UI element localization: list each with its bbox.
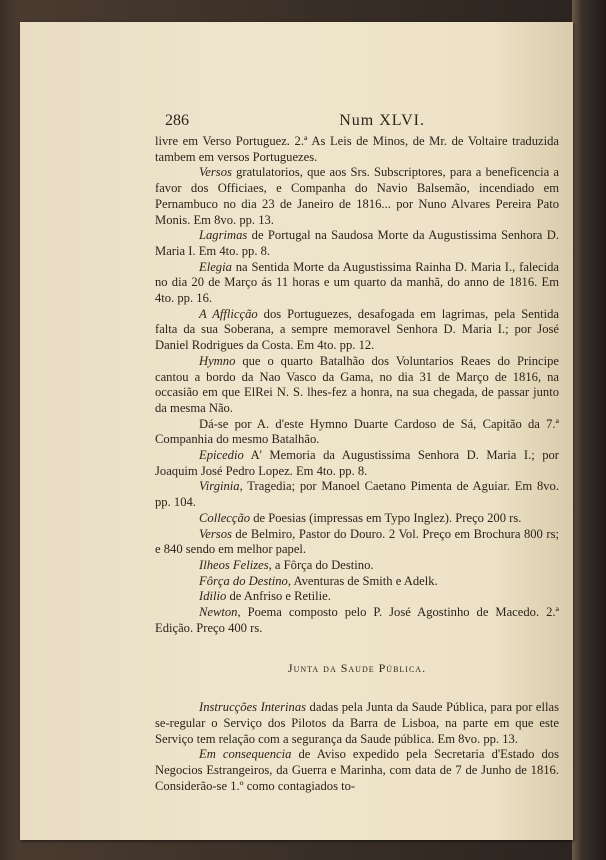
entry: Newton, Poema composto pelo P. José Agostinho de Macedo. 2.ª Edição. Preço 400 rs. bbox=[155, 605, 559, 635]
entry: Em consequencia de Aviso expedido pela Secretaria d'Estado dos Negocios Estrangeiros, da Guerra e Marinha, com data de 7 de Junho de 1816. Considerão-se 1.º como contagiados to- bbox=[155, 747, 559, 793]
entry: A Afflicção dos Portuguezes, desafogada em lagrimas, pela Sentida falta da sua Soberana, a sempre memoravel Senhora D. Maria I.; por José Daniel Rodrigues da Costa. Em 4to. pp. 12. bbox=[155, 306, 559, 353]
entry: Versos gratulatorios, que aos Srs. Subscriptores, para a beneficencia a favor dos Officiaes, e Companha do Navio Balsemão, incendiado em Pernambuco no dia 23 de Janeiro de 1816... por Nuno Alvares Pereira Pato Monis. Em 8vo. pp. 13. bbox=[155, 165, 559, 227]
page-edge bbox=[572, 0, 606, 860]
entry: Idilio de Anfriso e Retilie. bbox=[199, 589, 331, 604]
entry: Virginia, Tragedia; por Manoel Caetano Pimenta de Aguiar. Em 8vo. pp. 104. bbox=[155, 479, 559, 510]
book-page bbox=[20, 22, 573, 840]
entry: Versos de Belmiro, Pastor do Douro. 2 Vol. Preço em Brochura 800 rs; e 840 sendo em melhor papel. bbox=[155, 526, 559, 557]
entry: Hymno que o quarto Batalhão dos Voluntarios Reaes do Principe cantou a bordo da Nao Vasco da Gama, no dia 31 de Março de 1816, na occasião em que ElRei N. S. lhes-fez a honra, na sua chegada, de passar junto da mesma Não. bbox=[155, 353, 559, 415]
entry: Instrucções Interinas dadas pela Junta da Saude Pública, para por ellas se-regular o Serviço dos Pilotos da Barra de Lisboa, na parte em que este Serviço tem relação com a segurança da Saude pública. Em 8vo. pp. 13. bbox=[155, 700, 559, 746]
entry: Fôrça do Destino, Aventuras de Smith e Adelk. bbox=[199, 573, 438, 588]
section-title: Junta da Saude Pública. bbox=[287, 660, 427, 675]
running-head bbox=[155, 112, 559, 130]
page-number: 286 bbox=[165, 112, 189, 129]
entry: Epicedio A' Memoria da Augustissima Senhora D. Maria I.; por Joaquim José Pedro Lopez. Em 4to. pp. 8. bbox=[155, 448, 559, 478]
entry: Elegia na Sentida Morte da Augustissima Rainha D. Maria I., falecida no dia 20 de Março ás 11 horas e um quarto da manhã, do anno de 1816. Em 4to. pp. 16. bbox=[155, 259, 559, 306]
entry: Collecção de Poesias (impressas em Typo Inglez). Preço 200 rs. bbox=[199, 510, 522, 525]
issue-title: Num XLVI. bbox=[339, 112, 425, 129]
entry: Dá-se por A. d'este Hymno Duarte Cardoso de Sá, Capitão da 7.ª Companhia do mesmo Batalhão. bbox=[155, 416, 559, 447]
entry: livre em Verso Portuguez. 2.ª As Leis de Minos, de Mr. de Voltaire traduzida tambem em versos Portuguezes. bbox=[155, 134, 559, 164]
page-text bbox=[155, 112, 559, 794]
entry: Lagrimas de Portugal na Saudosa Morte da Augustissima Senhora D. Maria I. Em 4to. pp. 8. bbox=[155, 228, 559, 258]
entry: Ilheos Felizes, a Fôrça do Destino. bbox=[199, 557, 374, 572]
